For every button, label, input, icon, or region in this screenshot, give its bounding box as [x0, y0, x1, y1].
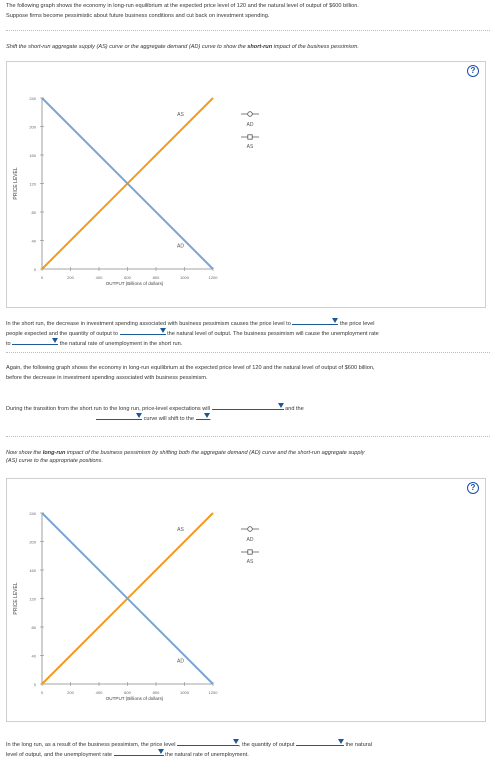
- chevron-down-icon: [233, 739, 239, 744]
- x-tick-label: 1000: [180, 690, 189, 695]
- x-tick-label: 1000: [180, 275, 189, 280]
- lr-unemployment-dropdown[interactable]: [114, 749, 164, 756]
- x-tick-label: 1200: [208, 690, 218, 695]
- y-tick-label: 160: [29, 567, 36, 573]
- price-level-direction-dropdown[interactable]: [292, 318, 338, 325]
- x-tick-label: 200: [67, 690, 74, 695]
- circle-marker-icon: [248, 527, 253, 532]
- y-tick-label: 240: [29, 95, 36, 101]
- divider: [6, 30, 490, 31]
- y-tick-label: 40: [31, 238, 36, 244]
- ad-curve-label: AD: [177, 658, 184, 665]
- as-curve-label: AS: [177, 526, 184, 533]
- shift-direction-dropdown[interactable]: [196, 413, 210, 420]
- as-legend-label: AS: [246, 559, 254, 565]
- lr-price-level-dropdown[interactable]: [177, 739, 239, 746]
- x-tick-label: 1200: [208, 275, 218, 280]
- as-curve-label: AS: [177, 111, 184, 118]
- q3-text: Again, the following graph shows the economy in long-run equilibrium at the expected price level of 120 and the natural level of output of $600 billion, before the decrease in investment spending associated with business pessimism.: [6, 365, 375, 382]
- graph-2-svg[interactable]: [7, 479, 485, 721]
- q6-text: In the long run, as a result of the business pessimism, the price level , the quantity of output the natural level of output, and the unemployment rate the natural rate of unemployment.: [6, 739, 490, 759]
- x-tick-label: 800: [152, 275, 160, 280]
- x-tick-label: 600: [124, 275, 131, 280]
- chevron-down-icon: [136, 413, 142, 418]
- x-axis-label: OUTPUT (Billions of dollars): [105, 696, 164, 701]
- intro-text: [6, 2, 488, 20]
- graph-panel-1[interactable]: [6, 61, 486, 308]
- chevron-down-icon: [204, 413, 210, 418]
- ad-legend-label: AD: [246, 537, 254, 543]
- chevron-down-icon: [160, 328, 166, 333]
- graph-1-svg[interactable]: [7, 62, 485, 307]
- curve-select-dropdown[interactable]: [96, 413, 142, 420]
- intro-line-1: The following graph shows the economy in long-run equilibrium at the expected price level of 120 and the natural level of output of $600 billion.: [6, 3, 359, 9]
- y-tick-label: 0: [33, 681, 36, 687]
- y-tick-label: 120: [29, 181, 36, 187]
- y-tick-label: 80: [31, 624, 36, 630]
- ad-curve-label: AD: [177, 243, 184, 250]
- y-tick-label: 200: [29, 124, 36, 130]
- x-tick-label: 600: [124, 690, 131, 695]
- q5-instruction: Now show the long-run impact of the business pessimism by shifting both the aggregate demand (AD) curve and the short-run aggregate supply (AS) curve to the appropriate positions.: [6, 450, 365, 465]
- x-tick-label: 800: [152, 690, 160, 695]
- x-tick-label: 200: [67, 275, 74, 280]
- chevron-down-icon: [158, 749, 164, 754]
- x-tick-label: 0: [40, 690, 44, 695]
- x-tick-label: 400: [95, 690, 103, 695]
- as-legend-label: AS: [246, 144, 254, 150]
- chevron-down-icon: [338, 739, 344, 744]
- square-marker-icon: [248, 550, 252, 554]
- ad-legend-label: AD: [246, 122, 254, 128]
- q2-text: In the short run, the decrease in investment spending associated with business pessimism causes the price level to the price level people expected and the quantity of output to the natural level of output. The business pessimism will cause the unemployment rate to the natural rate of unemployment in the short run.: [6, 318, 488, 349]
- y-tick-label: 0: [33, 266, 36, 272]
- y-tick-label: 80: [31, 209, 36, 215]
- chevron-down-icon: [278, 403, 284, 408]
- q4-text: During the transition from the short run to the long run, price-level expectations will and the curve will shift to the .: [6, 403, 488, 423]
- y-tick-label: 200: [29, 539, 36, 545]
- y-axis-label: PRICE LEVEL: [13, 167, 19, 200]
- help-icon[interactable]: ?: [467, 65, 479, 77]
- y-tick-label: 160: [29, 152, 36, 158]
- y-tick-label: 240: [29, 510, 36, 516]
- y-tick-label: 120: [29, 596, 36, 602]
- circle-marker-icon: [248, 112, 253, 117]
- unemployment-direction-dropdown[interactable]: [12, 338, 58, 345]
- divider: [6, 436, 490, 437]
- lr-output-dropdown[interactable]: [296, 739, 344, 746]
- intro-line-2: Suppose firms become pessimistic about future business conditions and cut back on investment spending.: [6, 13, 270, 20]
- expectations-dropdown[interactable]: [212, 403, 284, 410]
- square-marker-icon: [248, 135, 252, 139]
- output-direction-dropdown[interactable]: [120, 328, 166, 335]
- divider: [6, 352, 490, 353]
- x-tick-label: 0: [40, 275, 44, 280]
- chevron-down-icon: [52, 338, 58, 343]
- q1-instruction: Shift the short-run aggregate supply (AS) curve or the aggregate demand (AD) curve to show the short-run impact of the business pessimism.: [6, 44, 359, 50]
- help-icon[interactable]: ?: [467, 482, 479, 494]
- y-axis-label: PRICE LEVEL: [13, 582, 19, 615]
- x-tick-label: 400: [95, 275, 103, 280]
- chevron-down-icon: [332, 318, 338, 323]
- x-axis-label: OUTPUT (Billions of dollars): [105, 281, 164, 286]
- graph-panel-2[interactable]: [6, 478, 486, 722]
- y-tick-label: 40: [31, 653, 36, 659]
